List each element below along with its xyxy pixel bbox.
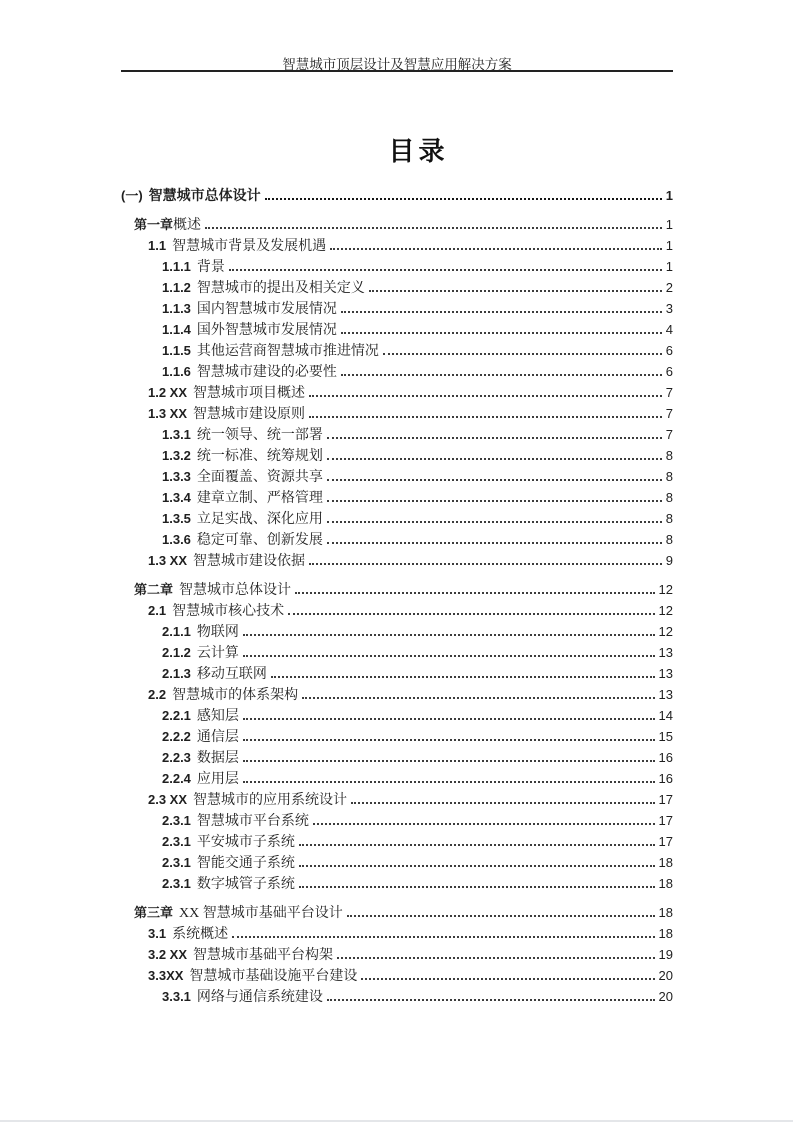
toc-entry[interactable] — [121, 706, 673, 727]
toc-entry[interactable] — [121, 874, 673, 895]
toc-entry[interactable] — [121, 987, 673, 1008]
toc-entry-label: 智慧城市背景及发展机遇 — [172, 239, 327, 254]
toc-entry[interactable] — [121, 530, 673, 551]
toc-page-number: 1 — [665, 259, 673, 274]
toc-entry[interactable] — [121, 945, 673, 966]
toc-entry[interactable] — [121, 903, 673, 924]
toc-entry-number: 1.3.2 — [162, 448, 191, 463]
dot-leader — [243, 715, 655, 720]
toc-page-number: 17 — [658, 813, 673, 828]
toc-entry-number: 3.3XX — [148, 968, 184, 983]
toc-entry[interactable] — [121, 215, 673, 236]
toc-entry-number: 2.1.1 — [162, 624, 191, 639]
dot-leader — [243, 778, 655, 783]
toc-page-number: 8 — [665, 511, 673, 526]
toc-entry[interactable] — [121, 924, 673, 945]
toc-entry-label: 智慧城市项目概述 — [193, 386, 306, 401]
toc-entry[interactable] — [121, 425, 673, 446]
dot-leader — [327, 518, 662, 523]
dot-leader — [205, 224, 662, 229]
toc-entry[interactable] — [121, 643, 673, 664]
toc-entry-label: 建章立制、严格管理 — [196, 491, 323, 506]
toc-entry-label: 统一领导、统一部署 — [196, 428, 323, 443]
toc-entry-number: 2.2.3 — [162, 750, 191, 765]
toc-entry-number: 3.3.1 — [162, 989, 191, 1004]
toc-entry-label: 云计算 — [196, 646, 239, 661]
toc-entry-number: 2.3.1 — [162, 855, 191, 870]
toc-entry-label: 概述 — [173, 218, 202, 233]
toc-entry-number: 2.2.2 — [162, 729, 191, 744]
dot-leader — [295, 589, 655, 594]
toc-entry-number: 3.2 XX — [148, 947, 188, 962]
dot-leader — [327, 476, 662, 481]
toc-page-number: 13 — [658, 687, 673, 702]
toc-entry-label: 通信层 — [196, 730, 239, 745]
dot-leader — [351, 799, 655, 804]
toc-page-number: 20 — [658, 989, 673, 1004]
toc-page-number: 17 — [658, 834, 673, 849]
toc-entry[interactable] — [121, 748, 673, 769]
toc-entry-number: 1.2 XX — [148, 385, 188, 400]
toc-list — [121, 186, 673, 1008]
toc-page-number: 18 — [658, 855, 673, 870]
toc-entry-number: 2.2 — [148, 687, 167, 702]
toc-page-number: 20 — [658, 968, 673, 983]
toc-entry-number: 1.3.3 — [162, 469, 191, 484]
toc-entry-number: 1.3.4 — [162, 490, 191, 505]
toc-entry[interactable] — [121, 769, 673, 790]
dot-leader — [327, 434, 662, 439]
toc-entry-number: 2.2.4 — [162, 771, 191, 786]
toc-entry-label: 网络与通信系统建设 — [196, 990, 323, 1005]
toc-page-number: 16 — [658, 750, 673, 765]
toc-entry-label: 智慧城市的提出及相关定义 — [196, 281, 365, 296]
toc-entry-number: 2.2.1 — [162, 708, 191, 723]
toc-entry-number: (一) — [121, 188, 143, 203]
toc-page-number: 7 — [665, 385, 673, 400]
toc-page-number: 3 — [665, 301, 673, 316]
toc-entry-number: 2.1.3 — [162, 666, 191, 681]
toc-entry-label: XX 智慧城市基础平台设计 — [179, 906, 343, 921]
toc-entry-number: 2.3.1 — [162, 813, 191, 828]
toc-entry-label: 数据层 — [196, 751, 239, 766]
dot-leader — [271, 673, 655, 678]
toc-entry[interactable] — [121, 186, 673, 207]
toc-page-number: 2 — [665, 280, 673, 295]
toc-entry-label: 应用层 — [196, 772, 239, 787]
toc-entry-label: 智慧城市的应用系统设计 — [193, 793, 348, 808]
toc-entry-label: 智能交通子系统 — [196, 856, 295, 871]
toc-entry[interactable] — [121, 551, 673, 572]
toc-entry-number: 1.3.1 — [162, 427, 191, 442]
dot-leader — [327, 455, 662, 460]
dot-leader — [337, 954, 655, 959]
toc-entry[interactable] — [121, 257, 673, 278]
dot-leader — [243, 757, 655, 762]
toc-entry-label: 智慧城市基础设施平台建设 — [189, 969, 358, 984]
toc-entry-number: 1.1.3 — [162, 301, 191, 316]
toc-entry[interactable] — [121, 664, 673, 685]
toc-entry-label: 智慧城市核心技术 — [172, 604, 285, 619]
toc-entry-number: 第二章 — [134, 582, 174, 597]
toc-entry-label: 平安城市子系统 — [196, 835, 295, 850]
toc-entry-label: 移动互联网 — [196, 667, 267, 682]
dot-leader — [302, 694, 654, 699]
toc-entry-label: 感知层 — [196, 709, 239, 724]
toc-entry-label: 物联网 — [196, 625, 239, 640]
toc-entry-label: 国外智慧城市发展情况 — [196, 323, 337, 338]
toc-entry-label: 全面覆盖、资源共享 — [196, 470, 323, 485]
toc-entry-number: 2.3.1 — [162, 876, 191, 891]
toc-page-number: 15 — [658, 729, 673, 744]
toc-entry-number: 2.1 — [148, 603, 167, 618]
header-rule — [121, 70, 673, 72]
toc-page-number: 1 — [665, 238, 673, 253]
dot-leader — [309, 392, 662, 397]
toc-entry[interactable] — [121, 446, 673, 467]
toc-entry-label: 数字城管子系统 — [196, 877, 295, 892]
toc-entry-label: 立足实战、深化应用 — [196, 512, 323, 527]
toc-entry-number: 1.3 XX — [148, 406, 188, 421]
dot-leader — [299, 862, 655, 867]
dot-leader — [327, 996, 655, 1001]
dot-leader — [299, 883, 655, 888]
toc-page-number: 12 — [658, 624, 673, 639]
toc-entry-label: 稳定可靠、创新发展 — [196, 533, 323, 548]
toc-page-number: 8 — [665, 532, 673, 547]
toc-page-number: 9 — [665, 553, 673, 568]
toc-page-number: 8 — [665, 490, 673, 505]
toc-page-number: 13 — [658, 666, 673, 681]
toc-entry-number: 1.1.6 — [162, 364, 191, 379]
dot-leader — [243, 736, 655, 741]
toc-entry[interactable] — [121, 811, 673, 832]
toc-entry[interactable] — [121, 341, 673, 362]
toc-entry-label: 智慧城市基础平台构架 — [193, 948, 334, 963]
toc-entry[interactable] — [121, 383, 673, 404]
dot-leader — [330, 245, 662, 250]
toc-page-number: 12 — [658, 582, 673, 597]
dot-leader — [288, 610, 654, 615]
toc-entry-label: 系统概述 — [172, 927, 229, 942]
dot-leader — [243, 631, 655, 636]
toc-entry-label: 背景 — [196, 260, 225, 275]
toc-page-number: 7 — [665, 427, 673, 442]
toc-page-number: 8 — [665, 448, 673, 463]
toc-entry-label: 智慧城市总体设计 — [148, 189, 261, 204]
toc-entry-number: 2.3 XX — [148, 792, 188, 807]
toc-entry-label: 国内智慧城市发展情况 — [196, 302, 337, 317]
toc-page-number: 14 — [658, 708, 673, 723]
toc-page-number: 1 — [665, 217, 673, 232]
toc-entry-label: 智慧城市平台系统 — [196, 814, 309, 829]
toc-entry-number: 1.1.4 — [162, 322, 191, 337]
toc-entry[interactable] — [121, 488, 673, 509]
toc-title-wrap — [0, 131, 793, 168]
toc-entry-label: 智慧城市建设的必要性 — [196, 365, 337, 380]
toc-entry[interactable] — [121, 622, 673, 643]
toc-entry-number: 3.1 — [148, 926, 167, 941]
toc-entry[interactable] — [121, 601, 673, 622]
dot-leader — [341, 371, 662, 376]
toc-entry-label: 统一标准、统筹规划 — [196, 449, 323, 464]
toc-entry-number: 2.3.1 — [162, 834, 191, 849]
toc-entry[interactable] — [121, 727, 673, 748]
toc-entry-number: 1.3 XX — [148, 553, 188, 568]
toc-page-number: 12 — [658, 603, 673, 618]
toc-entry[interactable] — [121, 509, 673, 530]
toc-entry[interactable] — [121, 580, 673, 601]
dot-leader — [243, 652, 655, 657]
dot-leader — [313, 820, 655, 825]
dot-leader — [369, 287, 662, 292]
toc-page-number: 16 — [658, 771, 673, 786]
toc-page-number: 6 — [665, 343, 673, 358]
toc-entry-label: 智慧城市建设依据 — [193, 554, 306, 569]
toc-entry-label: 其他运营商智慧城市推进情况 — [196, 344, 379, 359]
toc-entry[interactable] — [121, 467, 673, 488]
toc-page-number: 4 — [665, 322, 673, 337]
toc-entry[interactable] — [121, 299, 673, 320]
dot-leader — [229, 266, 662, 271]
toc-entry[interactable] — [121, 832, 673, 853]
toc-entry[interactable] — [121, 278, 673, 299]
toc-entry-number: 1.1.1 — [162, 259, 191, 274]
dot-leader — [341, 329, 662, 334]
toc-page-number: 18 — [658, 876, 673, 891]
toc-entry-number: 1.3.6 — [162, 532, 191, 547]
toc-entry[interactable] — [121, 236, 673, 257]
dot-leader — [383, 350, 662, 355]
toc-page-number: 1 — [665, 188, 673, 203]
dot-leader — [299, 841, 655, 846]
toc-entry[interactable] — [121, 362, 673, 383]
toc-page-number: 19 — [658, 947, 673, 962]
toc-page-number: 18 — [658, 926, 673, 941]
toc-title: 目录 — [388, 137, 449, 166]
toc-entry-number: 第三章 — [134, 905, 174, 920]
toc-entry[interactable] — [121, 685, 673, 706]
toc-entry-label: 智慧城市建设原则 — [193, 407, 306, 422]
dot-leader — [232, 933, 654, 938]
toc-entry-number: 第一章 — [134, 217, 174, 232]
dot-leader — [309, 560, 662, 565]
toc-entry-number: 2.1.2 — [162, 645, 191, 660]
toc-entry[interactable] — [121, 320, 673, 341]
toc-entry[interactable] — [121, 404, 673, 425]
toc-entry-number: 1.1 — [148, 238, 167, 253]
toc-entry-number: 1.1.2 — [162, 280, 191, 295]
toc-entry[interactable] — [121, 853, 673, 874]
toc-entry-number: 1.1.5 — [162, 343, 191, 358]
page-header-title: 智慧城市顶层设计及智慧应用解决方案 — [282, 57, 512, 72]
dot-leader — [327, 497, 662, 502]
toc-page-number: 13 — [658, 645, 673, 660]
toc-entry-number: 1.3.5 — [162, 511, 191, 526]
toc-page-number: 6 — [665, 364, 673, 379]
toc-page-number: 7 — [665, 406, 673, 421]
dot-leader — [309, 413, 662, 418]
toc-entry[interactable] — [121, 790, 673, 811]
toc-page-number: 17 — [658, 792, 673, 807]
toc-entry-label: 智慧城市的体系架构 — [172, 688, 299, 703]
toc-page-number: 8 — [665, 469, 673, 484]
toc-entry[interactable] — [121, 966, 673, 987]
dot-leader — [327, 539, 662, 544]
toc-page-number: 18 — [658, 905, 673, 920]
dot-leader — [265, 195, 662, 200]
dot-leader — [341, 308, 662, 313]
dot-leader — [347, 912, 655, 917]
toc-entry-label: 智慧城市总体设计 — [179, 583, 292, 598]
dot-leader — [361, 975, 654, 980]
